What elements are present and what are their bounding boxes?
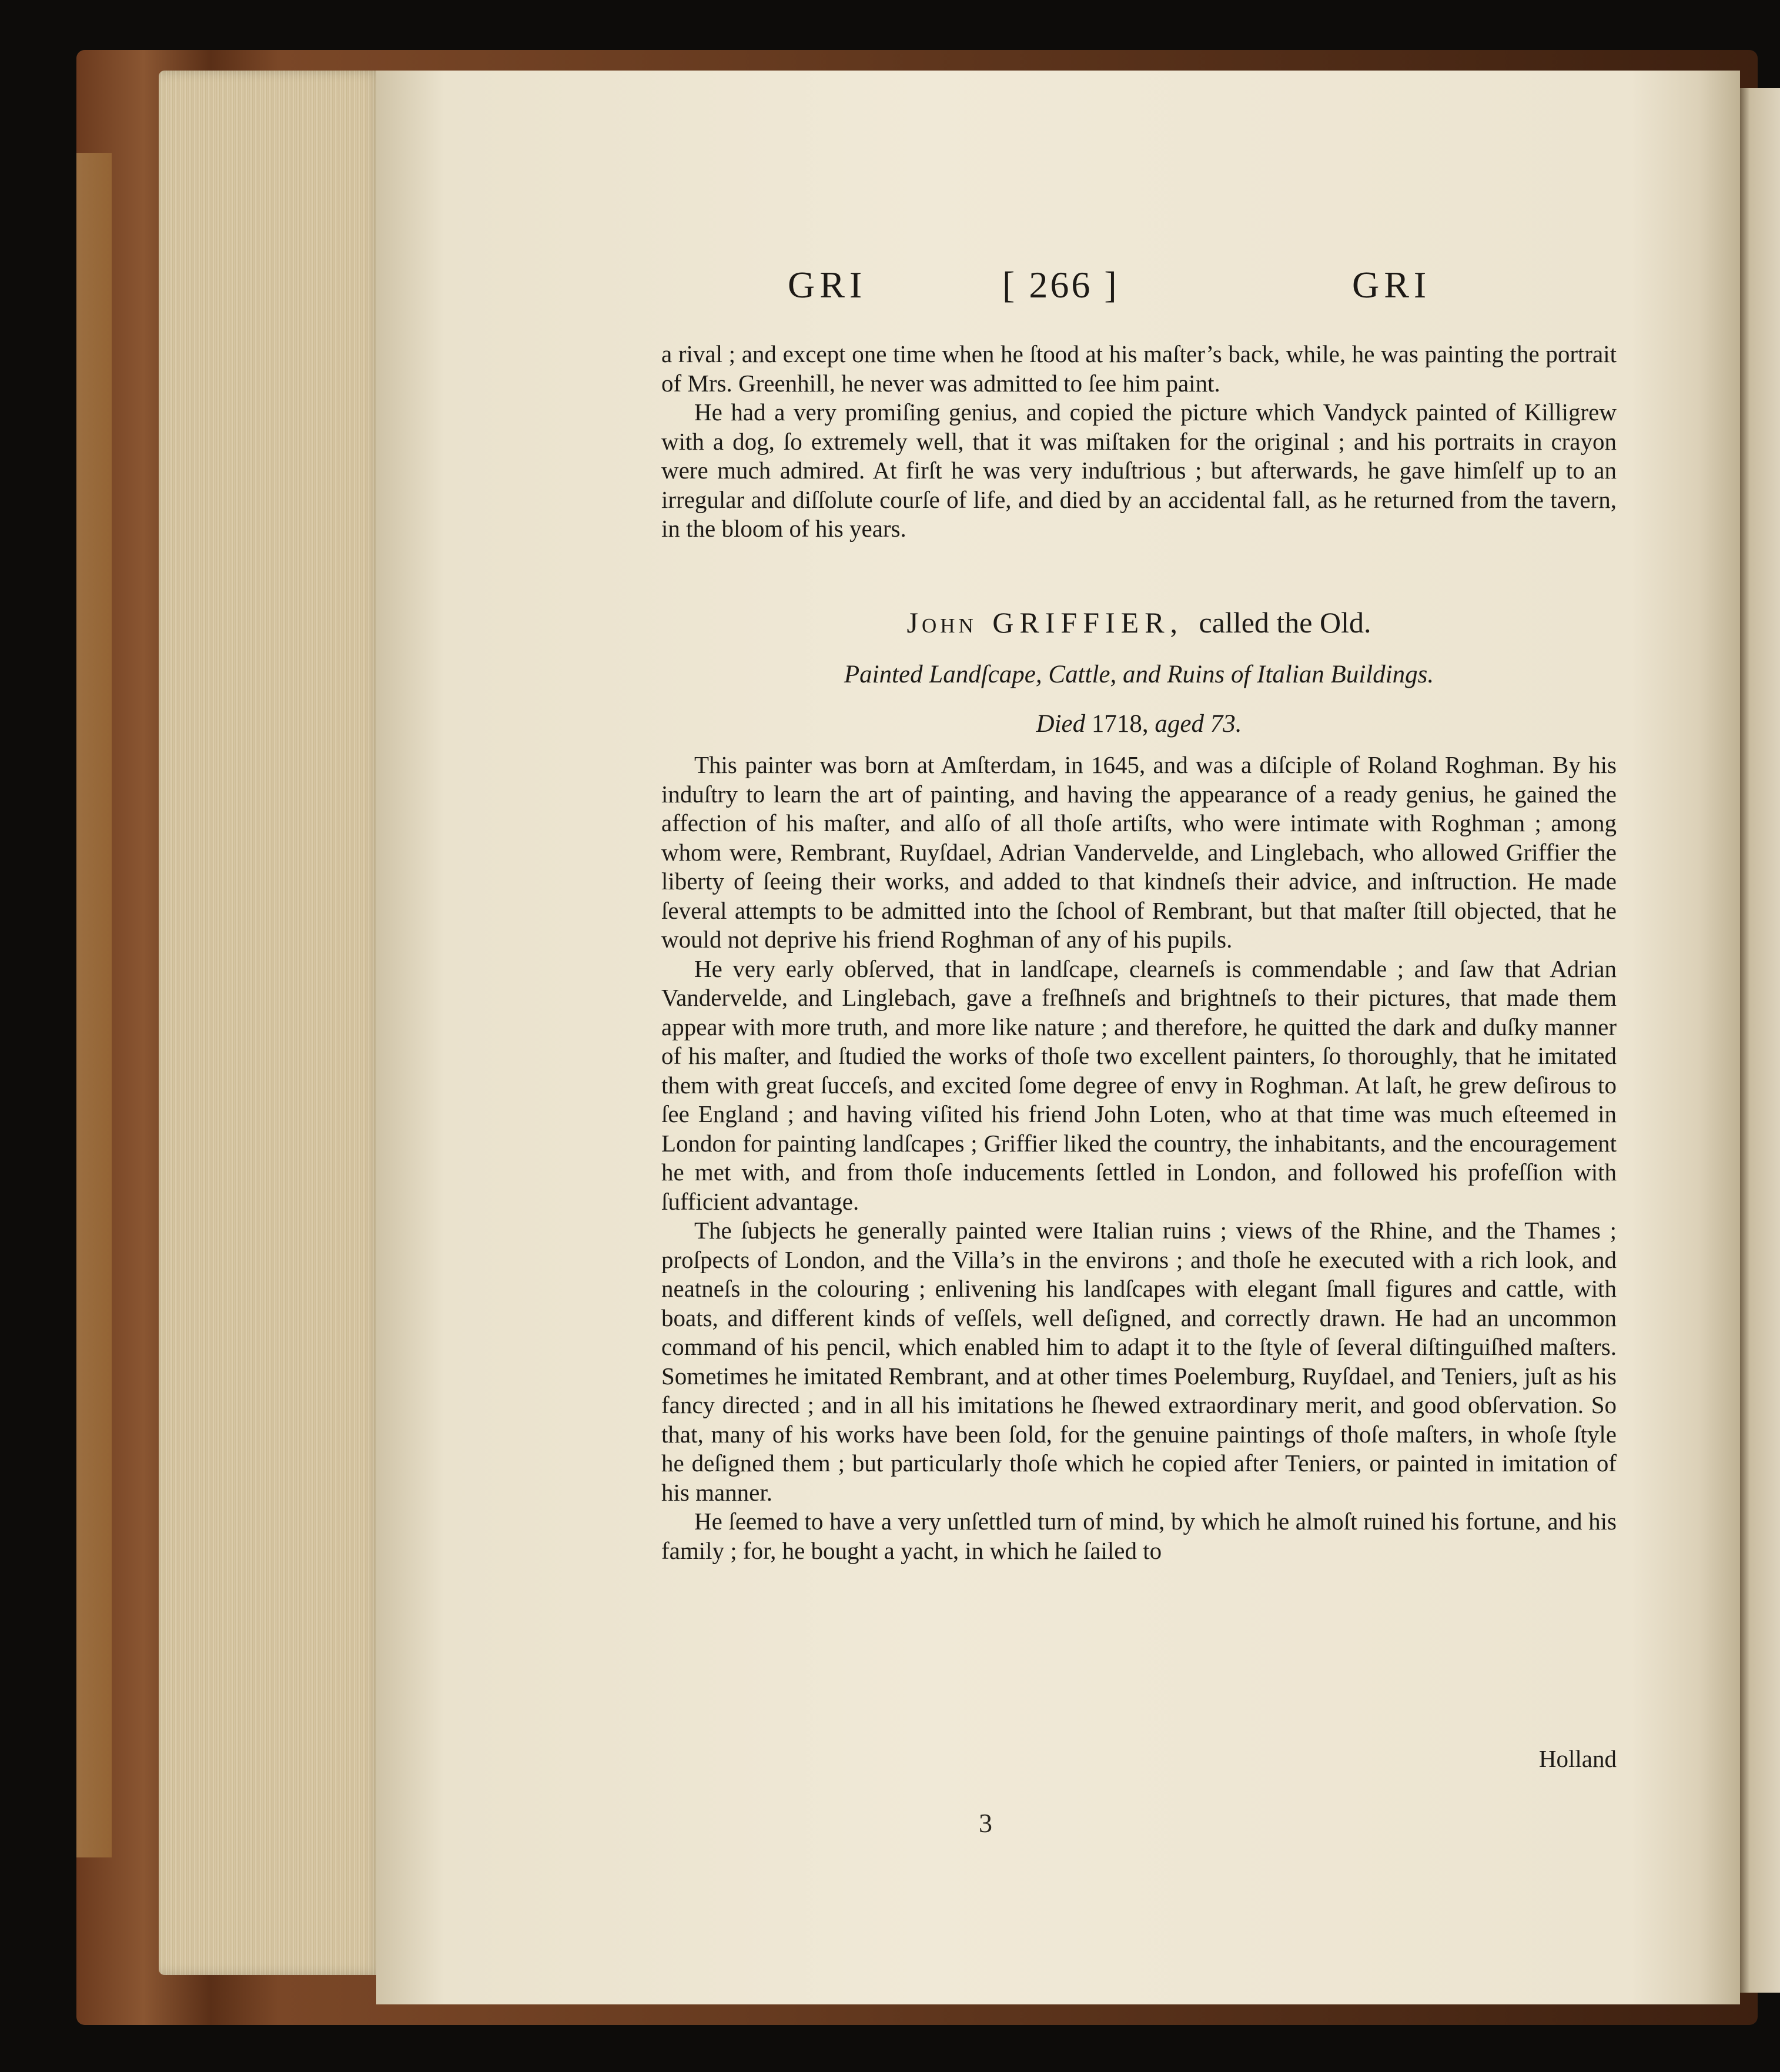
paragraph: The ſubjects he generally painted were Italian ruins ; views of the Rhine, and the Thames ; proſpects of London, and the Villa’s in the environs ; and thoſe he executed with a rich look, and neatneſs in the colouring ; enlivening his landſcapes with elegant ſmall figures and cattle, with boats, and different kinds of veſſels, well deſigned, and correctly drawn. He had an uncommon command of his pencil, which enabled him to adapt it to the ſtyle of ſeveral diſtinguiſhed maſters. Sometimes he imitated Rembrant, and at other times Poelemburg, Ruyſdael, and Teniers, juſt as his fancy directed ; and in all his imitations he ſhewed extraordinary merit, and good obſervation. So that, many of his works have been ſold, for the genuine paintings of thoſe maſters, in whoſe ſtyle he deſigned them ; but particularly thoſe which he copied after Teniers, or painted in imitation of his manner.: [661, 1217, 1617, 1506]
paragraph: This painter was born at Amſterdam, in 1645, and was a diſciple of Roland Roghman. By his induſtry to learn the art of painting, and having the appearance of a ready genius, he gained the affection of his maſter, and alſo of all thoſe artiſts, who were intimate with Roghman ; among whom were, Rembrant, Ruyſdael, Adrian Vandervelde, and Linglebach, who allowed Griffier the liberty of ſeeing their works, and added to that kindneſs their advice, and inſtruction. He made ſeveral attempts to be admitted into the ſchool of Rembrant, but that maſter ſtill objected, that he would not deprive his friend Roghman of any of his pupils.: [661, 751, 1617, 953]
signature-mark: 3: [979, 1808, 992, 1838]
died-label: Died: [1036, 710, 1086, 738]
facing-page-edge: [1737, 88, 1780, 1993]
catchword: Holland: [1538, 1745, 1617, 1772]
body-text: [661, 751, 1617, 1565]
died-age: aged 73.: [1155, 710, 1242, 738]
paragraph: He very early obſerved, that in landſcape, clearneſs is commendable ; and ſaw that Adrian Vandervelde, and Linglebach, gave a freſhneſs and brightneſs to their pictures, that made them appear with more truth, and more like nature ; and therefore, he quitted the dark and duſky manner of his maſter, and ſtudied the works of thoſe two excellent painters, ſo thoroughly, that he imitated them with great ſucceſs, and excited ſome degree of envy in Roghman. At laſt, he grew deſirous to ſee England ; and having viſited his friend John Loten, who at that time was much eſteemed in London for painting landſcapes ; Griffier liked the country, the inhabitants, and the encouragement he met with, and from thoſe inducements ſettled in London, and followed his profeſſion with ſufficient advantage.: [661, 955, 1617, 1215]
entry-subtitle: Painted Landſcape, Cattle, and Ruins of Italian Buildings.: [844, 661, 1434, 688]
page-edges: [159, 71, 382, 1975]
title-surname: GRIFFIER,: [992, 606, 1184, 639]
entry-dates: [661, 709, 1617, 738]
died-year: 1718,: [1091, 710, 1149, 738]
paragraph: He ſeemed to have a very unſettled turn of mind, by which he almoſt ruined his fortune, and his family ; for, he bought a yacht, in which he ſailed to: [661, 1508, 1617, 1564]
paragraph: a rival ; and except one time when he ſtood at his maſter’s back, while, he was painting the portrait of Mrs. Greenhill, he never was admitted to ſee him paint.: [661, 340, 1617, 397]
paragraph: He had a very promiſing genius, and copied the picture which Vandyck painted of Killigrew with a dog, ſo extremely well, that it was miſtaken for the original ; and his portraits in crayon were much admired. At firſt he was very induſtrious ; but afterwards, he gave himſelf up to an irregular and diſſolute courſe of life, and died by an accidental fall, as he returned from the tavern, in the bloom of his years.: [661, 399, 1617, 542]
page-number: [ 266 ]: [1002, 264, 1119, 306]
title-first-name: John: [906, 606, 977, 639]
continued-text: [661, 340, 1617, 544]
entry-title: [661, 605, 1617, 640]
running-head-left: GRI: [788, 264, 867, 306]
running-head-right: GRI: [1352, 264, 1431, 306]
title-suffix: called the Old.: [1199, 606, 1371, 639]
cover-edge: [76, 153, 112, 1857]
